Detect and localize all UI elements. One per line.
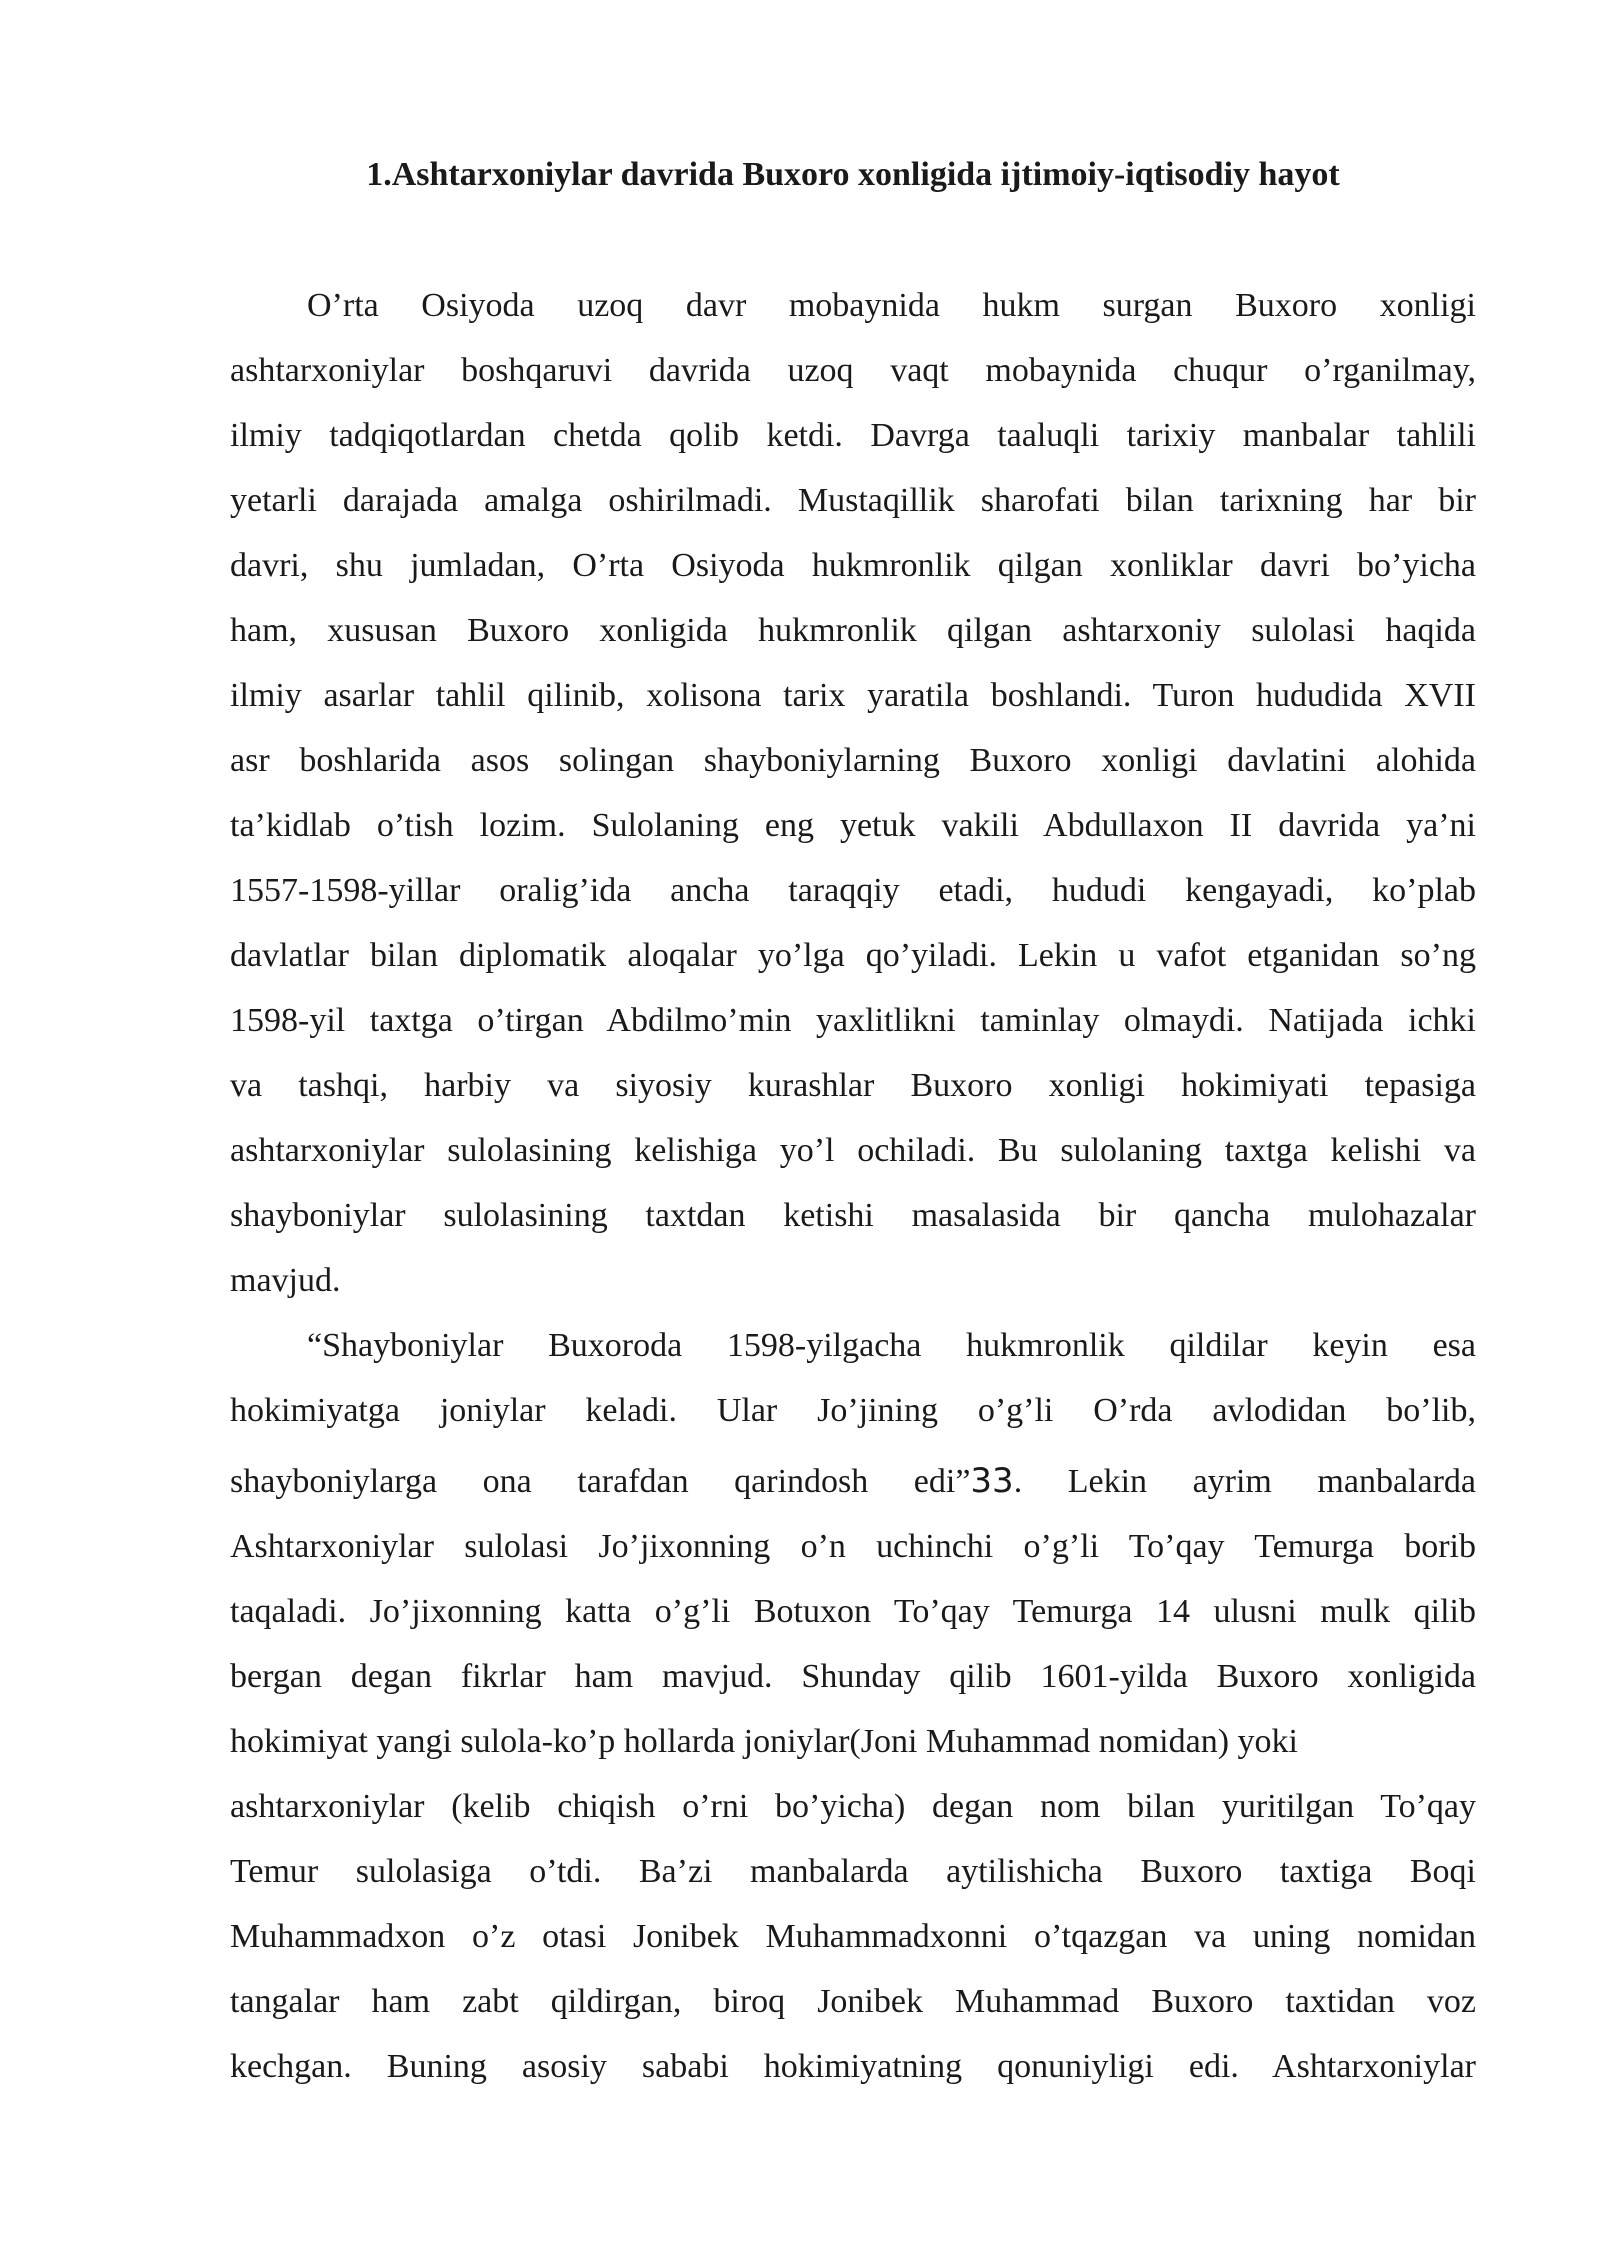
text-line: ilmiy tadqiqotlardan chetda qolib ketdi. Davrga taaluqli tarixiy manbalar tahlili <box>230 417 1476 454</box>
text-line: davlatlar bilan diplomatik aloqalar yo’lga qo’yiladi. Lekin u vafot etganidan so’ng <box>230 937 1476 974</box>
text-line: Muhammadxon o’z otasi Jonibek Muhammadxonni o’tqazgan va uning nomidan <box>230 1918 1476 1955</box>
text-line: 1598-yil taxtga o’tirgan Abdilmo’min yaxlitlikni taminlay olmaydi. Natijada ichki <box>230 1002 1476 1039</box>
text-line: Ashtarxoniylar sulolasi Jo’jixonning o’n uchinchi o’g’li To’qay Temurga borib <box>230 1528 1476 1565</box>
text-line: bergan degan fikrlar ham mavjud. Shunday qilib 1601-yilda Buxoro xonligida <box>230 1658 1476 1695</box>
text-line: hokimiyat yangi sulola-ko’p hollarda joniylar(Joni Muhammad nomidan) yoki <box>230 1723 1298 1760</box>
text-line: davri, shu jumladan, O’rta Osiyoda hukmronlik qilgan xonliklar davri bo’yicha <box>230 547 1476 584</box>
text-line: ashtarxoniylar boshqaruvi davrida uzoq vaqt mobaynida chuqur o’rganilmay, <box>230 352 1476 389</box>
text-line: 1557-1598-yillar oralig’ida ancha taraqqiy etadi, hududi kengayadi, ko’plab <box>230 872 1476 909</box>
text-line: yetarli darajada amalga oshirilmadi. Mustaqillik sharofati bilan tarixning har bir <box>230 482 1476 519</box>
text-line: shayboniylar sulolasining taxtdan ketishi masalasida bir qancha mulohazalar <box>230 1197 1476 1234</box>
text-line: Temur sulolasiga o’tdi. Ba’zi manbalarda aytilishicha Buxoro taxtiga Boqi <box>230 1853 1476 1890</box>
text-line: hokimiyatga joniylar keladi. Ular Jo’jining o’g’li O’rda avlodidan bo’lib, <box>230 1392 1476 1429</box>
text-line: ilmiy asarlar tahlil qilinib, xolisona tarix yaratila boshlandi. Turon hududida XVII <box>230 677 1476 714</box>
text-line: va tashqi, harbiy va siyosiy kurashlar Buxoro xonligi hokimiyati tepasiga <box>230 1067 1476 1104</box>
text-line: mavjud. <box>230 1262 341 1299</box>
text-line: ashtarxoniylar sulolasining kelishiga yo’l ochiladi. Bu sulolaning taxtga kelishi va <box>230 1132 1476 1169</box>
text-line: taqaladi. Jo’jixonning katta o’g’li Botuxon To’qay Temurga 14 ulusni mulk qilib <box>230 1593 1476 1630</box>
text-line: ashtarxoniylar (kelib chiqish o’rni bo’yicha) degan nom bilan yuritilgan To’qay <box>230 1788 1476 1825</box>
text-line: kechgan. Buning asosiy sababi hokimiyatning qonuniyligi edi. Ashtarxoniylar <box>230 2048 1476 2085</box>
text-line: “Shayboniylar Buxoroda 1598-yilgacha hukmronlik qildilar keyin esa <box>307 1327 1476 1364</box>
text-line-with-footnote <box>230 1449 1476 1513</box>
text-line: O’rta Osiyoda uzoq davr mobaynida hukm surgan Buxoro xonligi <box>307 287 1476 324</box>
text-line: ta’kidlab o’tish lozim. Sulolaning eng yetuk vakili Abdullaxon II davrida ya’ni <box>230 807 1476 844</box>
text-line: asr boshlarida asos solingan shayboniylarning Buxoro xonligi davlatini alohida <box>230 742 1476 779</box>
text-span: . Lekin ayrim manbalarda <box>1013 1463 1476 1500</box>
text-line: ham, xususan Buxoro xonligida hukmronlik qilgan ashtarxoniy sulolasi haqida <box>230 612 1476 649</box>
text-span: shayboniylarga ona tarafdan qarindosh edi” <box>230 1463 971 1500</box>
text-line: tangalar ham zabt qildirgan, biroq Jonibek Muhammad Buxoro taxtidan voz <box>230 1983 1476 2020</box>
document-heading: 1.Ashtarxoniylar davrida Buxoro xonligida ijtimoiy-iqtisodiy hayot <box>366 156 1340 193</box>
footnote-reference[interactable]: 33 <box>970 1461 1014 1501</box>
